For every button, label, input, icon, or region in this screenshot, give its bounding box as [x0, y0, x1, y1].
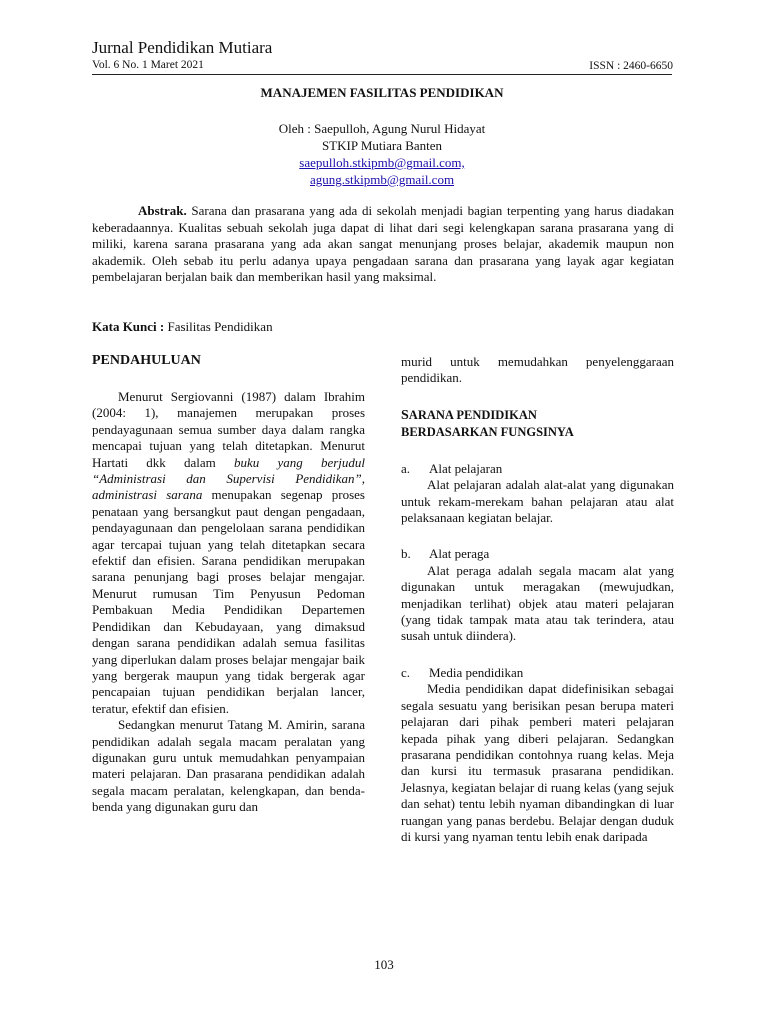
list-item-text: Alat pelajaran adalah alat-alat yang digunakan untuk rekam-merekam bahan pelajaran atau alat pelaksanaan kegiatan belajar.: [401, 477, 674, 526]
intro-text-book: buku yang berjudul “Administrasi dan Supervisi Pendidikan”, administrasi sarana: [92, 454, 366, 503]
volume-info: Vol. 6 No. 1 Maret 2021: [92, 59, 204, 71]
keywords-text: Fasilitas Pendidikan: [164, 319, 273, 334]
email-link-2[interactable]: agung.stkipmb@gmail.com: [309, 172, 455, 187]
intro-text-a: Menurut Sergiovanni (1987) dalam Ibrahim (2004: 1), manajemen merupakan proses pendayagunaan semua sumber daya dalam rangka mencapai tujuan yang telah ditetapkan. Menurut Hartati dkk dalam: [92, 389, 365, 470]
keywords-label: Kata Kunci :: [92, 319, 165, 334]
paragraph-amirin: Sedangkan menurut Tatang M. Amirin, sarana pendidikan adalah segala macam peralatan yang digunakan guru untuk memudahkan penyampaian materi pelajaran. Dan prasarana pendidikan adalah segala macam peralatan, kelengkapan, dan benda-benda yang digunakan guru dan: [92, 717, 365, 815]
keywords: [92, 319, 273, 335]
list-item-title: c. Media pendidikan: [401, 664, 524, 680]
paragraph-intro: [92, 389, 365, 717]
right-column: [401, 354, 674, 845]
abstract: [92, 203, 674, 286]
intro-text-c: menupakan segenap proses penataan yang bersangkut paut dengan pengadaan, pendayagunaan dan pengelolaan sarana pendidikan agar tercapai tujuan yang telah ditetapkan secara efektif dan efisien. Sarana pendidikan merupakan sarana penunjang bagi proses belajar mengajar. Menurut rumusan Tim Penyusun Pedoman Pembakuan Media Pendidikan Departemen Pendidikan dan Kebudayaan, yang dimaksud dengan sarana pendidikan adalah semua fasilitas yang diperlukan dalam proses belajar mengajar baik yang bergerak maupun yang tidak bergerak agar pencapaian tujuan pendidikan berjalan lancer, teratur, efektif dan efisien.: [92, 487, 365, 716]
email-link-1[interactable]: saepulloh.stkipmb@gmail.com,: [299, 155, 465, 170]
header-divider: [92, 74, 672, 75]
heading-line2: BERDASARKAN FUNGSINYA: [401, 424, 574, 439]
list-item-text: Alat peraga adalah segala macam alat yang digunakan untuk meragakan (mewujudkan, menjadikan terlihat) objek atau materi pelajaran (yang tidak tampak mata atau tak terindera, atau susah untuk diindera).: [401, 562, 674, 644]
section-heading-sarana: [401, 407, 674, 441]
journal-title: Jurnal Pendidikan Mutiara: [92, 38, 273, 57]
heading-initial: S: [401, 407, 409, 423]
heading-rest: ARANA PENDIDIKAN: [408, 407, 537, 422]
list-item-title: a. Alat pelajaran: [401, 460, 503, 476]
author-block: [92, 120, 672, 188]
list-item-text: Media pendidikan dapat didefinisikan sebagai segala sesuatu yang berisikan pesan berupa materi pelajaran dari pihak pemberi materi pelajaran kepada pihak yang diberi pelajaran. Sedangkan prasarana pendidikan contohnya ruang kelas. Meja dan kursi itu termasuk prasarana pendidikan. Jelasnya, kegiatan belajar di ruang kelas (yang sejuk dan sehat) tentu lebih nyaman dibandingkan di luar ruangan yang panas berdebu. Belajar dengan duduk di kursi yang nyaman tentu lebih enak daripada: [401, 681, 674, 844]
paper-title: MANAJEMEN FASILITAS PENDIDIKAN: [260, 85, 504, 100]
abstract-text: Sarana dan prasarana yang ada di sekolah menjadi bagian terpenting yang harus diadakan keberadaannya. Kualitas sebuah sekolah juga dapat di lihat dari segi kelengkapan sarana prasarana yang di miliki, karena sarana prasarana yang ada akan sangat menunjang proses belajar, akademik maupun non akademik. Oleh sebab itu perlu adanya upaya pengadaan sarana dan prasarana yang layak agar kegiatan pembelajaran berjalan baik dan memberikan hasil yang maksimal.: [92, 203, 674, 284]
list-item-title: b. Alat peraga: [401, 546, 490, 562]
left-column: [92, 352, 365, 816]
section-heading-pendahuluan: PENDAHULUAN: [92, 353, 201, 368]
page-number: 103: [374, 957, 394, 972]
author-line: Oleh : Saepulloh, Agung Nurul Hidayat: [278, 121, 486, 136]
paragraph-continued: murid untuk memudahkan penyelenggaraan pendidikan.: [401, 354, 674, 386]
affiliation: STKIP Mutiara Banten: [321, 138, 443, 153]
issn: ISSN : 2460-6650: [589, 60, 673, 72]
abstract-label: Abstrak.: [138, 203, 187, 218]
